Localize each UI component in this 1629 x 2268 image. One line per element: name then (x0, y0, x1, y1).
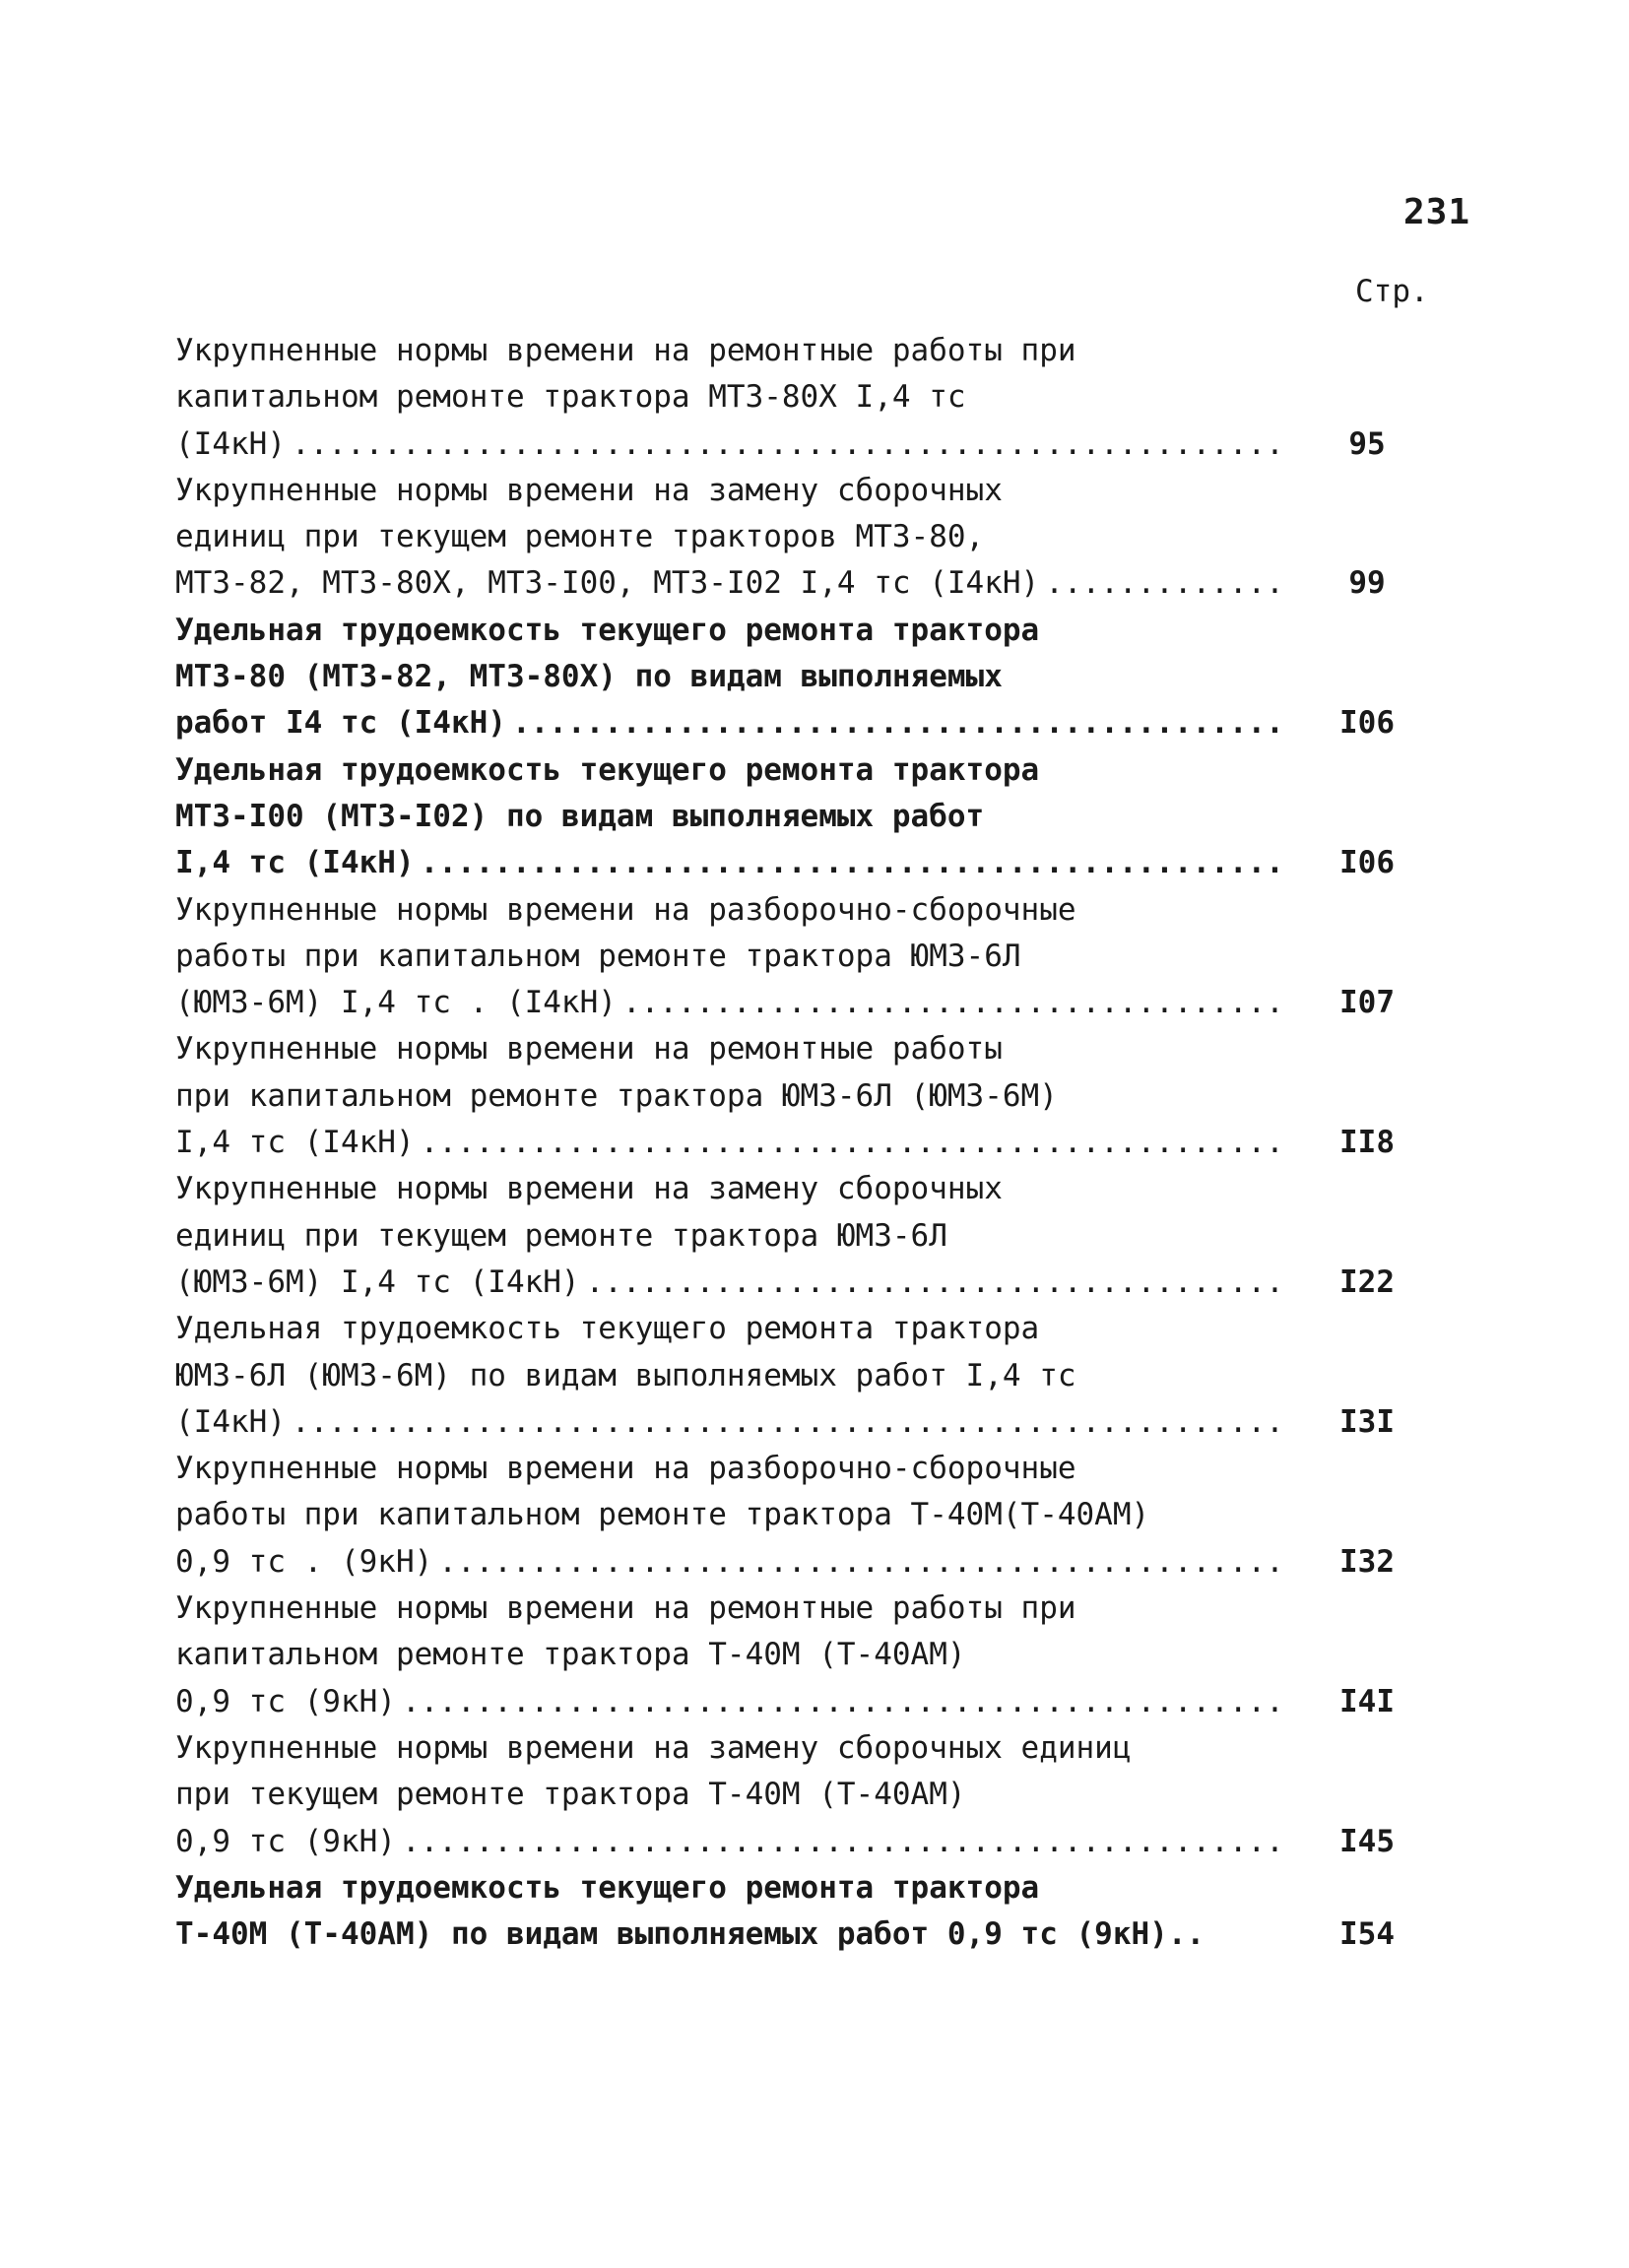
toc-entry-line: Укрупненные нормы времени на разборочно-сборочные (175, 1451, 1076, 1487)
dot-leader (292, 421, 1290, 468)
toc-entry-line: Т-40М (Т-40АМ) по видам выполняемых работ 0,9 тс (9кН).. (175, 1916, 1205, 1953)
toc-entry-line: работы при капитальном ремонте трактора ЮМЗ-6Л (175, 938, 1021, 974)
toc-entry-line: (ЮМЗ-6М) I,4 тс . (I4кН) (175, 985, 617, 1021)
toc-entry-last-line (175, 1819, 1426, 1865)
toc-entry-last-line (175, 421, 1426, 468)
toc-entry-line: при капитальном ремонте трактора ЮМЗ-6Л (ЮМЗ-6М) (175, 1077, 1058, 1114)
toc-entry-line: Удельная трудоемкость текущего ремонта трактора (175, 612, 1040, 648)
dot-leader (402, 1819, 1290, 1865)
toc-page-ref: 95 (1348, 425, 1386, 462)
toc-entry (175, 1446, 1426, 1586)
toc-page-ref: I32 (1339, 1543, 1395, 1580)
toc-entry-last-line (175, 1912, 1426, 1958)
toc-entry-line: (ЮМЗ-6М) I,4 тс (I4кН) (175, 1264, 580, 1300)
toc-entry-last-line (175, 560, 1426, 607)
toc-entry-line: I,4 тс (I4кН) (175, 1125, 415, 1161)
toc-entry-line: (I4кН) (175, 1403, 286, 1440)
toc-entry-line: Укрупненные нормы времени на ремонтные работы при (175, 1590, 1076, 1627)
toc-entry-line: Удельная трудоемкость текущего ремонта трактора (175, 1869, 1040, 1906)
toc-entry-line: капитальном ремонте трактора Т-40М (Т-40АМ) (175, 1637, 966, 1673)
dot-leader (421, 1120, 1290, 1166)
toc-entry-line: при текущем ремонте трактора Т-40М (Т-40АМ) (175, 1777, 966, 1813)
toc-entry-line: I,4 тс (I4кН) (175, 845, 415, 881)
toc-page-ref: I06 (1339, 845, 1395, 881)
toc-page-ref: I06 (1339, 705, 1395, 742)
toc-entry-last-line (175, 1539, 1426, 1586)
toc-entry-line: МТЗ-82, МТЗ-80Х, МТЗ-I00, МТЗ-I02 I,4 тс (I4кН) (175, 565, 1040, 602)
toc-page-ref: I4I (1339, 1683, 1395, 1719)
toc-entry-line: МТЗ-I00 (МТЗ-I02) по видам выполняемых работ (175, 798, 985, 834)
toc-page-ref: I54 (1339, 1916, 1395, 1953)
toc-entry (175, 887, 1426, 1027)
toc-entry-last-line (175, 840, 1426, 886)
toc-page-ref: I22 (1339, 1264, 1395, 1300)
toc-entry-line: (I4кН) (175, 425, 286, 462)
toc-entry-line: единиц при текущем ремонте трактора ЮМЗ-6Л (175, 1217, 947, 1254)
toc-entry-line: 0,9 тс (9кН) (175, 1823, 396, 1859)
dot-leader (402, 1679, 1290, 1725)
dot-leader (438, 1539, 1290, 1586)
toc-entry (175, 328, 1426, 468)
toc-entry-line: Укрупненные нормы времени на замену сборочных (175, 472, 1003, 508)
toc-entry-last-line (175, 1679, 1426, 1725)
toc-entry (175, 1166, 1426, 1306)
toc-entry (175, 1306, 1426, 1446)
toc-entry (175, 1865, 1426, 1959)
toc-entry-line: ЮМЗ-6Л (ЮМЗ-6М) по видам выполняемых работ I,4 тс (175, 1357, 1076, 1393)
toc-entry-last-line (175, 700, 1426, 746)
toc-entry-line: Укрупненные нормы времени на разборочно-сборочные (175, 891, 1076, 928)
toc-entry-line: Удельная трудоемкость текущего ремонта трактора (175, 751, 1040, 788)
toc-entry-line: МТЗ-80 (МТЗ-82, МТЗ-80Х) по видам выполняемых (175, 659, 1003, 695)
toc-entry (175, 608, 1426, 747)
toc-page-ref: I3I (1339, 1403, 1395, 1440)
dot-leader (1045, 560, 1290, 607)
page-number: 231 (1403, 192, 1471, 232)
toc-entry-line: Укрупненные нормы времени на ремонтные работы при (175, 333, 1076, 368)
toc-entry-line: Укрупненные нормы времени на ремонтные работы (175, 1031, 1003, 1068)
toc-entry-line: 0,9 тс . (9кН) (175, 1543, 433, 1580)
dot-leader (586, 1260, 1290, 1306)
toc-page-ref: II8 (1339, 1125, 1395, 1161)
toc-entry-line: 0,9 тс (9кН) (175, 1683, 396, 1719)
toc-entry (175, 1026, 1426, 1166)
toc-entry-line: капитальном ремонте трактора МТЗ-80Х I,4 тс (175, 379, 966, 416)
toc-entry (175, 1725, 1426, 1865)
dot-leader (292, 1399, 1290, 1446)
toc-entry-line: единиц при текущем ремонте тракторов МТЗ-80, (175, 519, 985, 555)
toc-entry-last-line (175, 1260, 1426, 1306)
page-column-header: Стр. (1355, 274, 1429, 309)
toc-entry-line: Укрупненные нормы времени на замену сборочных единиц (175, 1729, 1132, 1766)
toc-entry-line: Укрупненные нормы времени на замену сборочных (175, 1171, 1003, 1207)
toc-entry-last-line (175, 1399, 1426, 1446)
toc-entry-line: Удельная трудоемкость текущего ремонта трактора (175, 1311, 1040, 1347)
toc-entry (175, 1586, 1426, 1725)
dot-leader (622, 980, 1290, 1026)
toc-page-ref: 99 (1348, 565, 1386, 602)
toc-entry-last-line (175, 1120, 1426, 1166)
toc-entry (175, 747, 1426, 887)
toc-entry-line: работы при капитальном ремонте трактора Т-40М(Т-40АМ) (175, 1497, 1150, 1533)
toc-entry (175, 468, 1426, 608)
toc-entry-line: работ I4 тс (I4кН) (175, 705, 506, 742)
dot-leader (512, 700, 1290, 746)
toc-page-ref: I07 (1339, 985, 1395, 1021)
dot-leader (421, 840, 1290, 886)
toc-entry-last-line (175, 980, 1426, 1026)
table-of-contents (175, 328, 1426, 1958)
toc-page-ref: I45 (1339, 1823, 1395, 1859)
